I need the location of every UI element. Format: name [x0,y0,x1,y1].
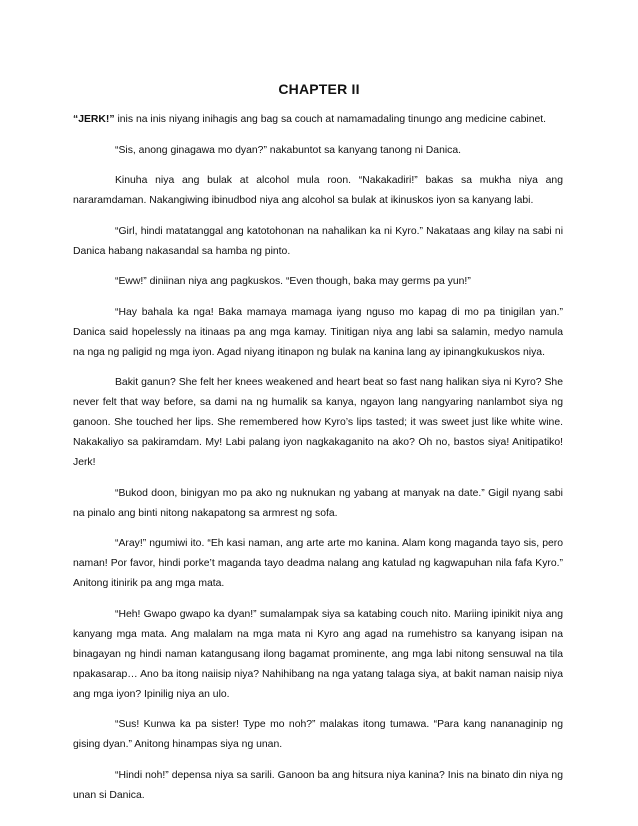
paragraph-2: “Sis, anong ginagawa mo dyan?” nakabuntot sa kanyang tanong ni Danica. [115,144,462,156]
paragraph-3: Kinuha niya ang bulak at alcohol mula roon. “Nakakadiri!” bakas sa mukha niya ang nararamdaman. Nakangiwing ibinudbod niya ang alcohol sa bulak at ikinuskos iyon sa kanyang labi. [73,175,563,206]
paragraph-11: “Sus! Kunwa ka pa sister! Type mo noh?” malakas itong tumawa. “Para kang nananaginip ng gising dyan.” Anitong hinampas siya ng unan. [73,719,563,750]
paragraph-1-text: inis na inis niyang inihagis ang bag sa couch at namamadaling tinungo ang medicine cabinet. [114,114,547,125]
paragraph-7: Bakit ganun? She felt her knees weakened and heart beat so fast nang halikan siya ni Kyro? She never felt that way before, sa dami na ng humalik sa kanya, ngayon lang nangyaring nanlambot siya ng ganoon. She touched her lips. She remembered how Kyro’s lips tasted; it was sweet just like white wine. Nakakaliyo sa pakiramdam. My! Labi palang iyon nagkakaganito na ako? Oh no, bastos siya! Anitipatiko! Jerk! [73,377,563,468]
paragraph-6: “Hay bahala ka nga! Baka mamaya mamaga iyang nguso mo kapag di mo pa tinigilan yan.” Danica said hopelessly na itinaas pa ang mga kamay. Tinitigan niya ang labi sa salamin, medyo namula na nga ng paligid ng mga iyon. Agad niyang itinapon ng bulak na kanina lang ay ipinangkukuskos niya. [73,306,563,358]
paragraph-8: “Bukod doon, binigyan mo pa ako ng nuknukan ng yabang at manyak na date.” Gigil nyang sabi na pinalo ang binti nitong nakapatong sa armrest ng sofa. [73,487,563,519]
paragraph-1 [73,110,563,130]
paragraph-10: “Heh! Gwapo gwapo ka dyan!” sumalampak siya sa katabing couch nito. Mariing ipinikit niya ang kanyang mga mata. Ang malalam na mga mata ni Kyro ang agad na rumehistro sa kanyang isipan na binagayan ng hindi naman katangusang ilong bagamat prominente, ang mga labi nitong sensuwal na tila npakasarap… Ano ba itong naiisip niya? Nahihibang na nga yatang talaga siya, at bakit naman naisip niya ang mga iyon? Ipinilig niya an ulo. [73,608,563,700]
paragraph-9: “Aray!” ngumiwi ito. “Eh kasi naman, ang arte arte mo kanina. Alam kong maganda tayo sis, pero naman! Por favor, hindi porke’t maganda tayo deadma nalang ang katulad ng kagwapuhan nila fafa Kyro.” Anitong itinirik pa ang mga mata. [73,538,563,589]
chapter-title: CHAPTER II [278,81,360,97]
paragraph-12: “Hindi noh!” depensa niya sa sarili. Ganoon ba ang hitsura niya kanina? Inis na binato din niya ng unan si Danica. [73,769,563,801]
paragraph-4: “Girl, hindi matatanggal ang katotohonan na nahalikan ka ni Kyro.” Nakataas ang kilay na sabi ni Danica habang nakasandal sa hamba ng pinto. [73,225,563,257]
paragraph-5: “Eww!” diniinan niya ang pagkuskos. “Even though, baka may germs pa yun!” [115,276,471,287]
chapter-body [73,110,563,816]
paragraph-1-exclamation: “JERK!” [73,114,115,125]
